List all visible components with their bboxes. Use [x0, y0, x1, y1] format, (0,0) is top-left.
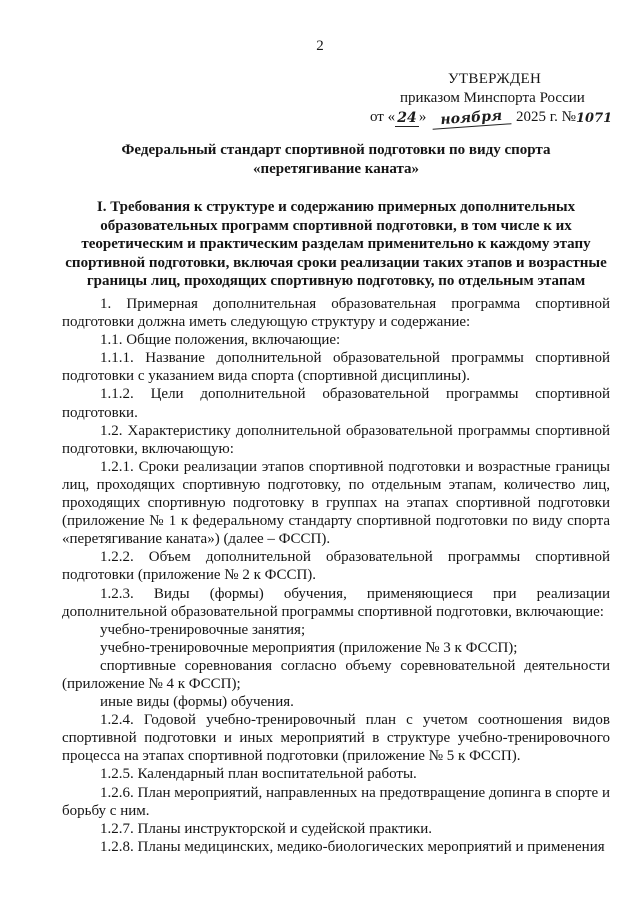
- paragraph: 1.2.6. План мероприятий, направленных на предотвращение допинга в спорте и борьбу с ним.: [62, 784, 610, 819]
- approval-title: УТВЕРЖДЕН: [448, 71, 542, 87]
- approval-quote-close: »: [418, 109, 427, 125]
- paragraph: учебно-тренировочные занятия;: [100, 621, 306, 638]
- paragraph: 1.1.1. Название дополнительной образовательной программы спортивной подготовки с указанием вида спорта (спортивной дисциплины).: [62, 350, 610, 385]
- handwritten-order-number: 1071: [576, 111, 613, 126]
- approval-order-line: приказом Минспорта России: [400, 90, 585, 106]
- paragraph: 1.1.2. Цели дополнительной образовательной программы спортивной подготовки.: [62, 386, 610, 421]
- document-title-line1: Федеральный стандарт спортивной подготовки по виду спорта: [121, 142, 551, 158]
- section-title: I. Требования к структуре и содержанию примерных дополнительных образовательных программ спортивной подготовки, в том числе к их теоретическим и практическим разделам применительно к каждому этапу спортивной подготовки, включая сроки реализации таких этапов и возрастные границы лиц, проходящих спортивную подготовку, по отдельным этапам: [65, 199, 607, 289]
- document-title: [62, 141, 610, 179]
- document-title-line2: «перетягивание каната»: [252, 161, 420, 177]
- body-text: [62, 295, 610, 856]
- paragraph: 1.2.4. Годовой учебно-тренировочный план с учетом соотношения видов спортивной подготовки и иных мероприятий в структуре учебно-тренировочного процесса на этапах спортивной подготовки (приложение № 5 к ФССП).: [62, 712, 610, 765]
- handwritten-day: 24: [395, 110, 419, 127]
- paragraph: 1.2.7. Планы инструкторской и судейской практики.: [100, 820, 432, 837]
- page-number: 2: [316, 38, 324, 54]
- approval-date-line: [370, 107, 613, 129]
- paragraph: иные виды (формы) обучения.: [100, 694, 294, 711]
- approval-from-prefix: от «: [370, 109, 396, 125]
- paragraph: 1.2.2. Объем дополнительной образовательной программы спортивной подготовки (приложение № 2 к ФССП).: [62, 549, 610, 584]
- paragraph: 1.2.5. Календарный план воспитательной работы.: [100, 766, 417, 783]
- paragraph: спортивные соревнования согласно объему соревновательной деятельности (приложение № 4 к ФССП);: [62, 657, 610, 692]
- paragraph: 1. Примерная дополнительная образовательная программа спортивной подготовки должна иметь следующую структуру и содержание:: [62, 296, 610, 331]
- paragraph: 1.2.1. Сроки реализации этапов спортивной подготовки и возрастные границы лиц, проходящих спортивную подготовку, по отдельным этапам, количество лиц, проходящих спортивную подготовку в группах на этапах спортивной подготовки (приложение № 1 к федеральному стандарту спортивной подготовки по виду спорта «перетягивание каната») (далее – ФССП).: [62, 458, 610, 548]
- handwritten-month: ноября: [431, 107, 511, 129]
- paragraph: 1.1. Общие положения, включающие:: [100, 332, 341, 349]
- paragraph: учебно-тренировочные мероприятия (приложение № 3 к ФССП);: [100, 639, 518, 656]
- paragraph: 1.2.3. Виды (формы) обучения, применяющиеся при реализации дополнительной образовательной программы спортивной подготовки, включающие:: [62, 585, 610, 620]
- paragraph: 1.2. Характеристику дополнительной образовательной программы спортивной подготовки, включающую:: [62, 422, 610, 457]
- approval-stamp: [370, 70, 613, 129]
- approval-year-number-label: 2025 г. №: [515, 109, 576, 125]
- paragraph: 1.2.8. Планы медицинских, медико-биологических мероприятий и применения: [100, 838, 605, 855]
